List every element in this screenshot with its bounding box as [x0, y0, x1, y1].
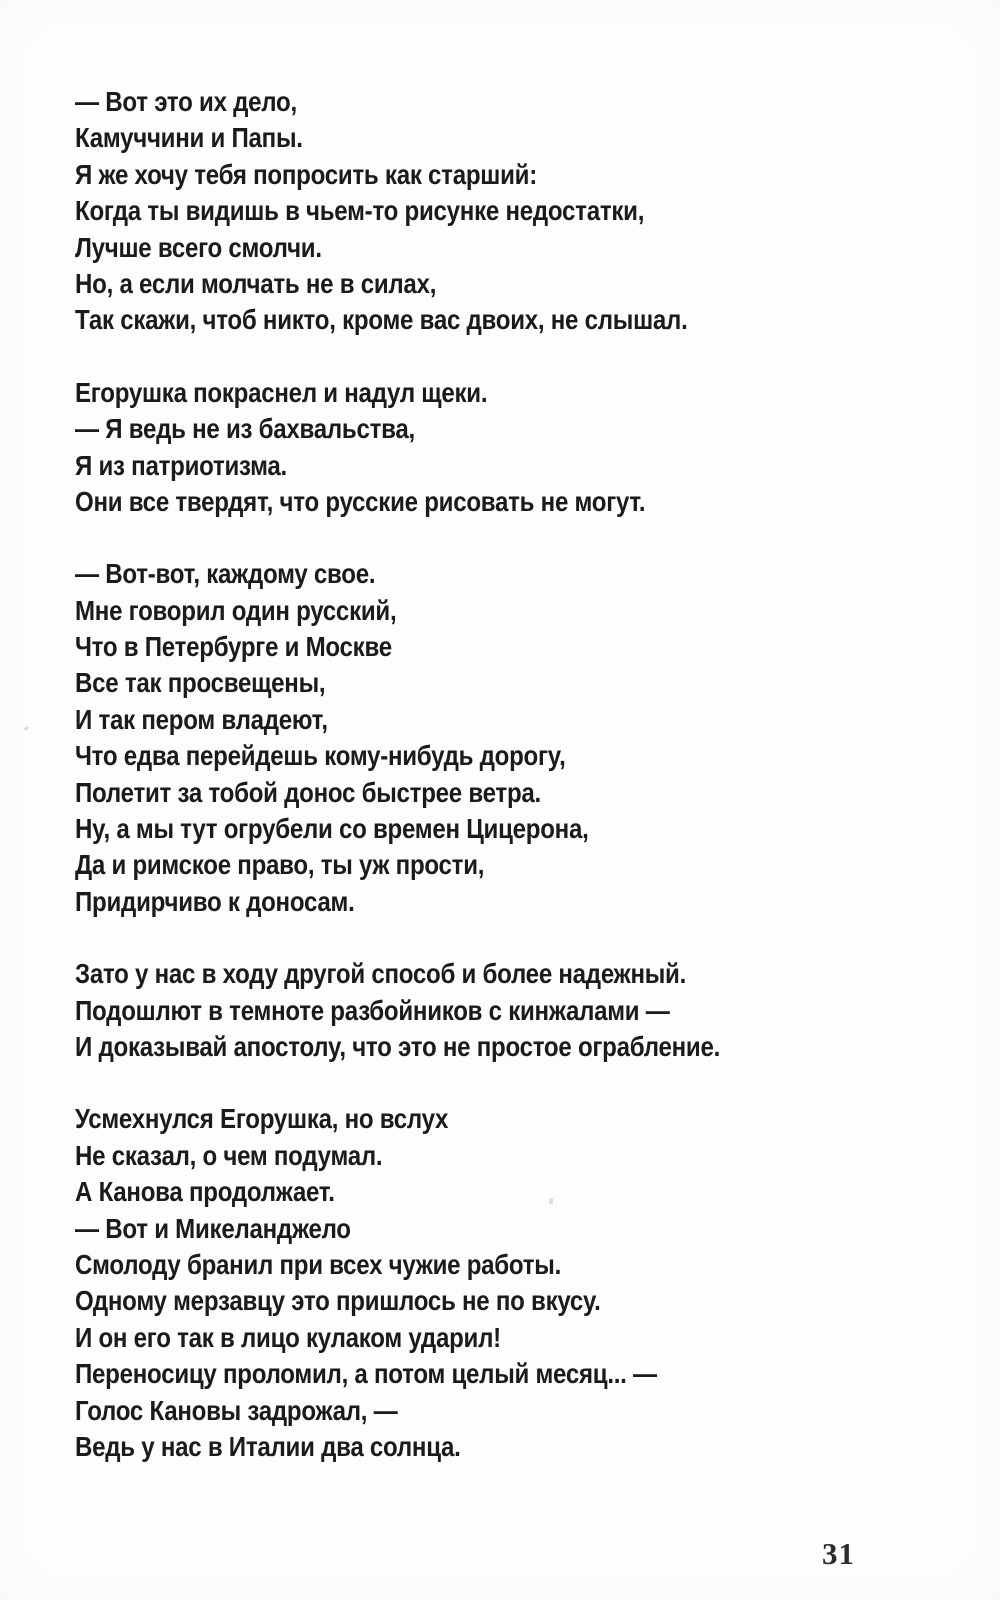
poem-line-text: — Вот это их дело,: [75, 86, 297, 117]
poem-line: [75, 448, 825, 484]
poem-line: [75, 1174, 825, 1210]
poem-line: [75, 375, 825, 411]
poem-line-text: Придирчиво к доносам.: [75, 885, 355, 917]
poem-line: [75, 84, 825, 120]
poem-line: [75, 775, 825, 811]
poem-line: [75, 1247, 825, 1283]
poem-line-text: Одному мерзавцу это пришлось не по вкусу.: [75, 1285, 601, 1317]
poem-line: [75, 193, 825, 229]
poem-line-text: Голос Кановы задрожал, —: [75, 1394, 398, 1426]
poem-line-text: И так пером владеют,: [75, 703, 328, 735]
poem-line: [75, 884, 825, 920]
poem-line-text: Да и римское право, ты уж прости,: [75, 849, 485, 881]
poem-stanza: [75, 1101, 825, 1465]
poem-line: [75, 629, 825, 665]
poem-line: [75, 738, 825, 774]
page-number: 31: [822, 1536, 855, 1571]
scan-speck: [549, 1198, 553, 1204]
poem-line-text: Егорушка покраснел и надул щеки.: [75, 376, 488, 408]
poem-line: [75, 993, 825, 1029]
poem-stanza: [75, 956, 825, 1065]
poem-line-text: Что в Петербурге и Москве: [75, 631, 392, 663]
poem-line: [75, 1211, 825, 1247]
poem-line-text: Что едва перейдешь кому-нибудь дорогу,: [75, 740, 566, 772]
poem-line-text: Но, а если молчать не в силах,: [75, 267, 437, 299]
poem-line: [75, 484, 825, 520]
poem-line-text: — Вот-вот, каждому свое.: [75, 558, 376, 590]
poem-line-text: Смолоду бранил при всех чужие работы.: [75, 1248, 562, 1280]
poem-line-text: Ну, а мы тут огрубели со времен Цицерона,: [75, 813, 589, 845]
poem-line-text: Я же хочу тебя попросить как старший:: [75, 158, 537, 190]
poem-stanza: [75, 375, 825, 521]
poem-line-text: Полетит за тобой донос быстрее ветра.: [75, 776, 541, 808]
poem-line-text: Подошлют в темноте разбойников с кинжалами —: [75, 994, 670, 1026]
poem-line: [75, 1356, 825, 1392]
poem-line: [75, 1393, 825, 1429]
poem-line-text: А Канова продолжает.: [75, 1176, 335, 1208]
poem-line: [75, 302, 825, 338]
poem-line: [75, 1283, 825, 1319]
poem-line: [75, 956, 825, 992]
poem-line-text: Лучше всего смолчи.: [75, 231, 322, 263]
poem-line-text: Зато у нас в ходу другой способ и более надежный.: [75, 958, 687, 990]
poem-text-block: [75, 84, 825, 1465]
poem-line: [75, 120, 825, 156]
poem-line: [75, 1320, 825, 1356]
poem-line: [75, 1029, 825, 1065]
poem-stanza: [75, 556, 825, 920]
poem-line-text: И доказывай апостолу, что это не простое ограбление.: [75, 1030, 721, 1062]
poem-line-text: И он его так в лицо кулаком ударил!: [75, 1321, 501, 1353]
poem-line: [75, 1429, 825, 1465]
poem-line-text: Так скажи, чтоб никто, кроме вас двоих, не слышал.: [75, 304, 688, 336]
poem-line: [75, 1138, 825, 1174]
poem-line-text: Переносицу проломил, а потом целый месяц... —: [75, 1358, 657, 1390]
poem-line-text: Мне говорил один русский,: [75, 594, 397, 626]
poem-line-text: Все так просвещены,: [75, 667, 326, 699]
poem-line: [75, 702, 825, 738]
poem-line-text: — Я ведь не из бахвальства,: [75, 413, 415, 445]
poem-line: [75, 811, 825, 847]
scan-speck: [24, 726, 30, 731]
poem-line-text: Когда ты видишь в чьем-то рисунке недостатки,: [75, 195, 645, 227]
poem-line: [75, 593, 825, 629]
poem-line-text: Они все твердят, что русские рисовать не могут.: [75, 485, 646, 517]
poem-line-text: Не сказал, о чем подумал.: [75, 1139, 383, 1171]
poem-line-text: Я из патриотизма.: [75, 449, 287, 481]
poem-stanza: [75, 84, 825, 339]
poem-line-text: Камуччини и Папы.: [75, 122, 303, 154]
poem-line: [75, 847, 825, 883]
poem-line: [75, 157, 825, 193]
poem-line: [75, 411, 825, 447]
poem-line: [75, 665, 825, 701]
poem-line: [75, 230, 825, 266]
poem-line: [75, 556, 825, 592]
poem-line: [75, 1101, 825, 1137]
poem-line-text: — Вот и Микеланджело: [75, 1212, 351, 1244]
poem-line: [75, 266, 825, 302]
poem-line-text: Ведь у нас в Италии два солнца.: [75, 1430, 461, 1462]
poem-line-text: Усмехнулся Егорушка, но вслух: [75, 1103, 449, 1135]
